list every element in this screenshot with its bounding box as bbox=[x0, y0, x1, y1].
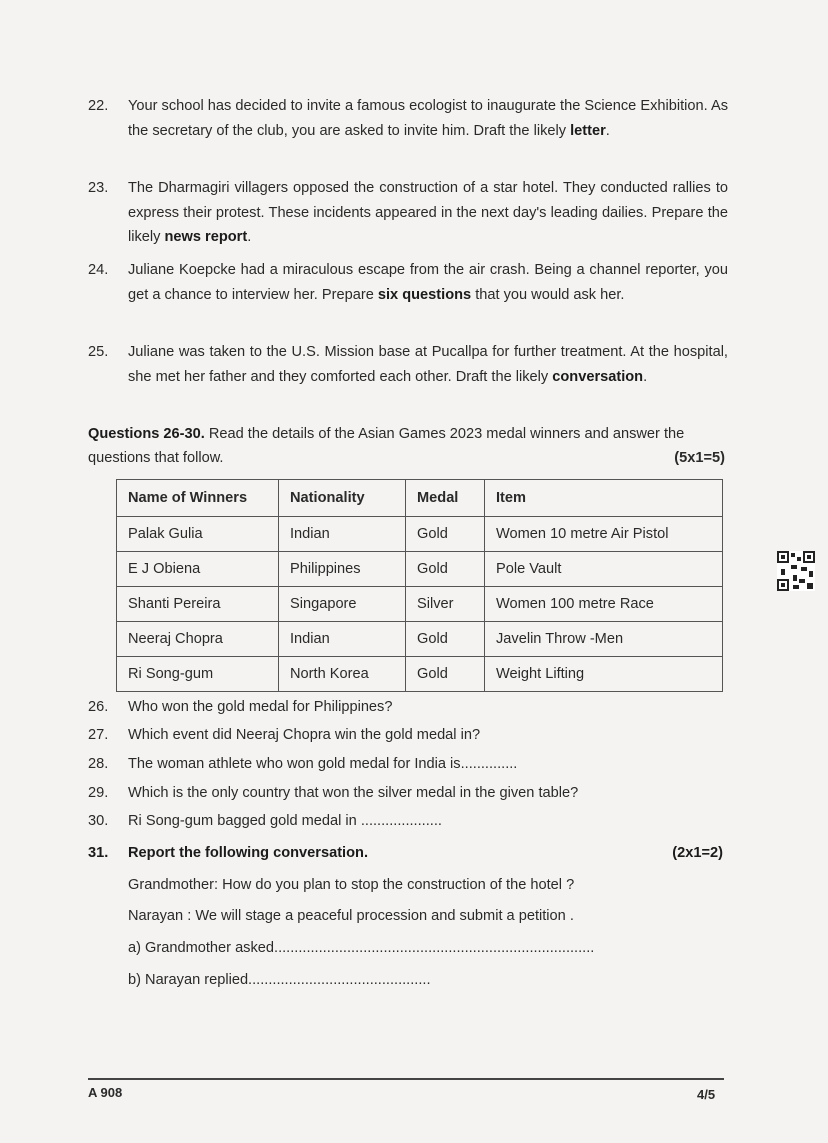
answer-line-a: a) Grandmother asked............................................................................... bbox=[128, 940, 595, 956]
table-cell: Gold bbox=[406, 622, 485, 657]
table-header-row bbox=[117, 480, 723, 517]
question-text: Who won the gold medal for Philippines? bbox=[128, 699, 393, 715]
column-header: Nationality bbox=[279, 480, 406, 517]
table-cell: Shanti Pereira bbox=[117, 587, 279, 622]
question-23 bbox=[88, 176, 728, 250]
question-30 bbox=[88, 813, 728, 829]
table-cell: Weight Lifting bbox=[485, 657, 723, 692]
table-row bbox=[117, 517, 723, 552]
question-text: Which is the only country that won the silver medal in the given table? bbox=[128, 785, 579, 801]
question-22 bbox=[88, 94, 728, 143]
table-cell: Pole Vault bbox=[485, 552, 723, 587]
question-number: 24. bbox=[88, 262, 109, 278]
column-header: Name of Winners bbox=[117, 480, 279, 517]
question-number: 31. bbox=[88, 845, 109, 861]
question-28 bbox=[88, 756, 728, 772]
qr-code-icon bbox=[777, 551, 815, 591]
question-number: 29. bbox=[88, 785, 109, 801]
table-row bbox=[117, 552, 723, 587]
question-number: 30. bbox=[88, 813, 109, 829]
question-number: 25. bbox=[88, 344, 109, 360]
intro-text: Read the details of the Asian Games 2023 medal winners and answer the questions that follow. bbox=[88, 426, 685, 466]
question-number: 23. bbox=[88, 180, 109, 196]
question-number: 22. bbox=[88, 98, 109, 114]
question-number: 26. bbox=[88, 699, 109, 715]
table-cell: Singapore bbox=[279, 587, 406, 622]
question-27 bbox=[88, 727, 728, 743]
column-header: Item bbox=[485, 480, 723, 517]
question-text: The woman athlete who won gold medal for India is.............. bbox=[128, 756, 518, 772]
question-text: Ri Song-gum bagged gold medal in .................... bbox=[128, 813, 442, 829]
table-row bbox=[117, 587, 723, 622]
marks-label: (5x1=5) bbox=[674, 450, 725, 466]
table-cell: North Korea bbox=[279, 657, 406, 692]
table-cell: Gold bbox=[406, 517, 485, 552]
question-text: Juliane was taken to the U.S. Mission base at Pucallpa for further treatment. At the hospital, she met her father and they comforted each other. Draft the likely conversation. bbox=[128, 344, 728, 385]
question-text: Your school has decided to invite a famous ecologist to inaugurate the Science Exhibition. As the secretary of the club, you are asked to invite him. Draft the likely letter. bbox=[128, 98, 728, 139]
column-header: Medal bbox=[406, 480, 485, 517]
question-26 bbox=[88, 699, 728, 715]
questions-26-30-intro bbox=[88, 422, 725, 470]
question-number: 27. bbox=[88, 727, 109, 743]
page-number: 4/5 bbox=[697, 1087, 716, 1102]
question-text: Which event did Neeraj Chopra win the gold medal in? bbox=[128, 727, 481, 743]
question-title: Report the following conversation. bbox=[128, 845, 368, 861]
conversation-line-narayan: Narayan : We will stage a peaceful procession and submit a petition . bbox=[128, 908, 574, 924]
question-text: Juliane Koepcke had a miraculous escape from the air crash. Being a channel reporter, you get a chance to interview her. Prepare six questions that you would ask her. bbox=[128, 262, 728, 303]
table-cell: Neeraj Chopra bbox=[117, 622, 279, 657]
intro-heading: Questions 26-30. bbox=[88, 426, 205, 442]
table-cell: Philippines bbox=[279, 552, 406, 587]
table-cell: Women 100 metre Race bbox=[485, 587, 723, 622]
answer-line-b: b) Narayan replied............................................. bbox=[128, 972, 431, 988]
question-31 bbox=[88, 845, 723, 861]
question-number: 28. bbox=[88, 756, 109, 772]
table-cell: Indian bbox=[279, 517, 406, 552]
footer-divider bbox=[88, 1078, 724, 1080]
table-cell: Palak Gulia bbox=[117, 517, 279, 552]
table-cell: Indian bbox=[279, 622, 406, 657]
medal-winners-table bbox=[116, 479, 723, 692]
question-25 bbox=[88, 340, 728, 389]
marks-label: (2x1=2) bbox=[672, 845, 723, 861]
table-cell: Silver bbox=[406, 587, 485, 622]
table-row bbox=[117, 657, 723, 692]
question-24 bbox=[88, 258, 728, 307]
table-row bbox=[117, 622, 723, 657]
conversation-line-grandmother: Grandmother: How do you plan to stop the construction of the hotel ? bbox=[128, 877, 575, 893]
table-cell: Gold bbox=[406, 657, 485, 692]
table-cell: Ri Song-gum bbox=[117, 657, 279, 692]
paper-code: A 908 bbox=[88, 1085, 123, 1100]
table-cell: Javelin Throw -Men bbox=[485, 622, 723, 657]
question-text: The Dharmagiri villagers opposed the construction of a star hotel. They conducted rallies to express their protest. These incidents appeared in the next day's leading dailies. Prepare the likely news report. bbox=[128, 180, 728, 245]
table-cell: Women 10 metre Air Pistol bbox=[485, 517, 723, 552]
table-cell: Gold bbox=[406, 552, 485, 587]
question-29 bbox=[88, 785, 728, 801]
table-cell: E J Obiena bbox=[117, 552, 279, 587]
